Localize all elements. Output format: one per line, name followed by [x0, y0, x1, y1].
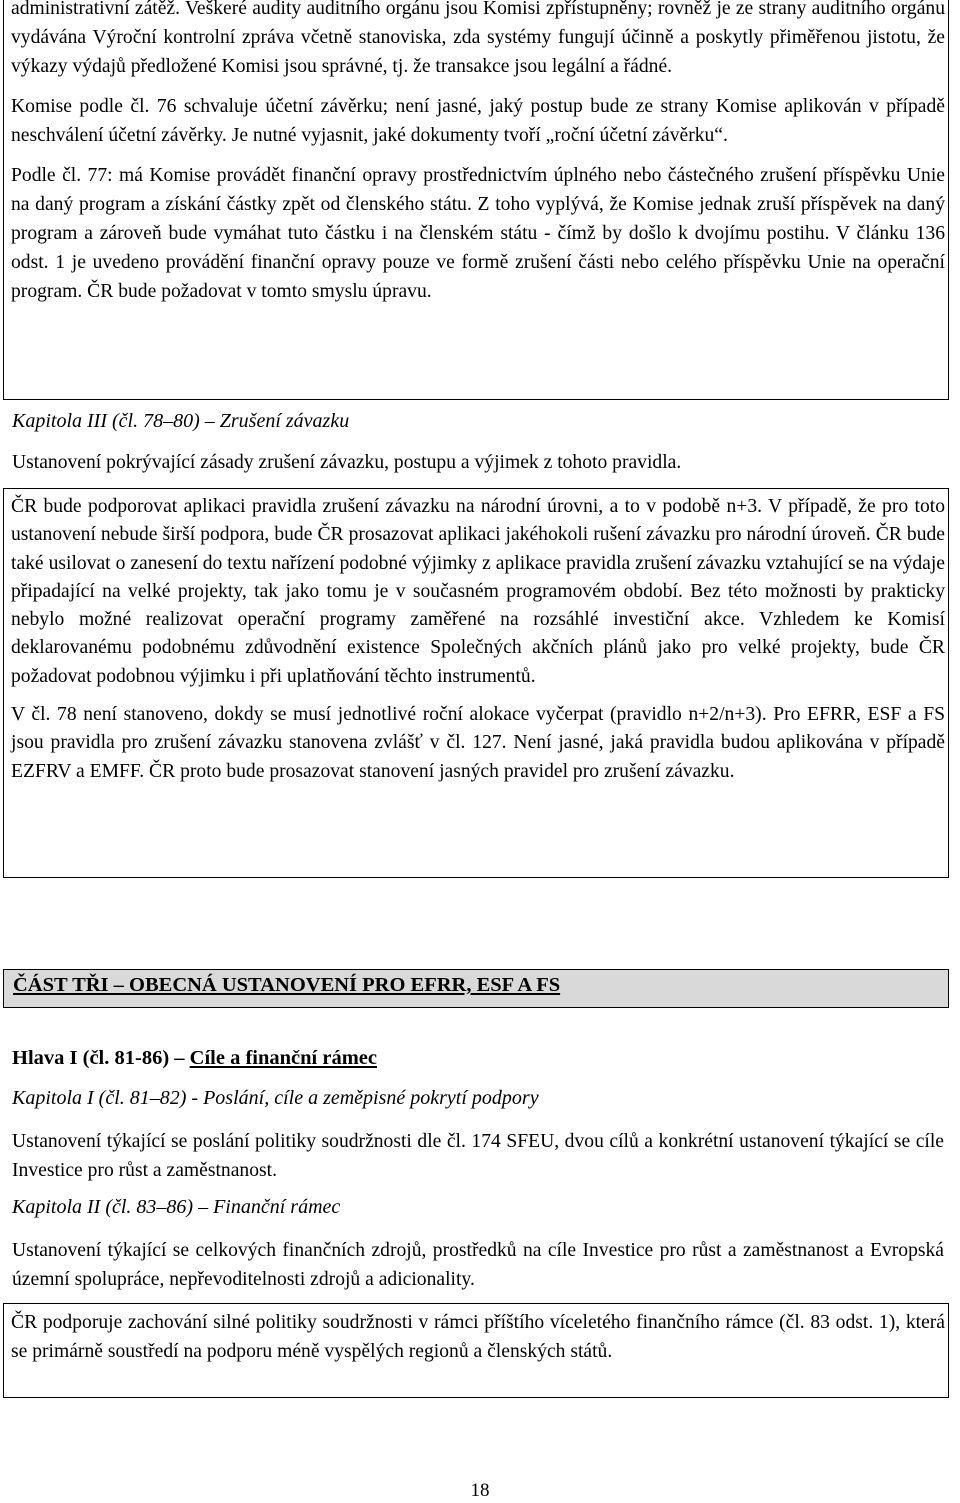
chapter-heading-kapitola-iii: [12, 410, 349, 433]
paragraph: Podle čl. 77: má Komise provádět finanční opravy prostřednictvím úplného nebo částečného zrušení příspěvku Unie na daný program a získání částky zpět od členského státu. Z toho vyplývá, že Komise jednak zruší příspěvek na daný program a zároveň bude vymáhat tuto částku i na členském státu - čímž by došlo k dvojímu postihu. V článku 136 odst. 1 je uvedeno provádění finanční opravy pouze ve formě zrušení části nebo celého příspěvku Unie na operační program. ČR bude požadovat v tomto smyslu úpravu.: [11, 165, 945, 302]
comment-box-decommitment: [3, 488, 949, 878]
page-number: 18: [470, 1480, 490, 1501]
chapter-prefix: Kapitola II (čl. 83–86) –: [12, 1196, 214, 1218]
chapter-heading-kapitola-i: Kapitola I (čl. 81–82) - Poslání, cíle a zeměpisné pokrytí podpory: [12, 1087, 539, 1109]
paragraph: ČR bude podporovat aplikaci pravidla zrušení závazku na národní úrovni, a to v podobě n+3. V případě, že pro toto ustanovení nebude širší podpora, bude ČR prosazovat aplikaci jakéhokoli rušení závazku pro národní úroveň. ČR bude také usilovat o zanesení do textu nařízení podobné výjimky z aplikace pravidla zrušení závazku vztahující se na výdaje připadající na velké projekty, tak jako tomu je v současném programovém období. Bez této možnosti by prakticky nebylo možné realizovat operační programy zaměřené na rozsáhlé investiční akce. Vzhledem ke Komisí deklarovanému podobnému zdůvodnění existence Společných akčních plánů jako pro velké projekty, bude ČR požadovat podobnou výjimku i při uplatňování těchto instrumentů.: [11, 496, 945, 687]
comment-box-cohesion: [3, 1303, 949, 1398]
part-heading-text: ČÁST TŘI – OBECNÁ USTANOVENÍ PRO EFRR, ESF A FS: [13, 974, 561, 996]
paragraph: ČR podporuje zachování silné politiky soudržnosti v rámci příštího víceletého finančního rámce (čl. 83 odst. 1), která se primárně soustředí na podporu méně vyspělých regionů a členských států.: [11, 1312, 945, 1362]
title-heading: [12, 1047, 377, 1070]
chapter-description: Ustanovení týkající se poslání politiky soudržnosti dle čl. 174 SFEU, dvou cílů a konkrétní ustanovení týkající se cíle Investice pro růst a zaměstnanost.: [12, 1131, 944, 1181]
comment-box-audit: [3, 0, 949, 400]
paragraph: administrativní zátěž. Veškeré audity auditního orgánu jsou Komisi zpřístupněny; rovněž je ze strany auditního orgánu vydávána Výroční kontrolní zpráva včetně stanoviska, zda systémy fungují účinně a poskytly přiměřenou jistotu, že výkazy výdajů předložené Komisi jsou správné, tj. že transakce jsou legální a řádné.: [11, 0, 945, 77]
chapter-heading-kapitola-ii: [12, 1196, 340, 1219]
paragraph: V čl. 78 není stanoveno, dokdy se musí jednotlivé roční alokace vyčerpat (pravidlo n+2/n+3). Pro EFRR, ESF a FS jsou pravidla pro zrušení závazku stanovena zvlášť v čl. 127. Není jasné, jaká pravidla budou aplikována v případě EZFRV a EMFF. ČR proto bude prosazovat stanovení jasných pravidel pro zrušení závazku.: [11, 704, 945, 782]
paragraph: Komise podle čl. 76 schvaluje účetní závěrku; není jasné, jaký postup bude ze strany Komise aplikován v případě neschválení účetní závěrky. Je nutné vyjasnit, jaké dokumenty tvoří „roční účetní závěrku“.: [11, 96, 945, 146]
title-prefix: Hlava I (čl. 81-86) –: [12, 1047, 190, 1069]
chapter-prefix: Kapitola III (čl. 78–80) –: [12, 410, 220, 432]
chapter-description: Ustanovení týkající se celkových finančních zdrojů, prostředků na cíle Investice pro růst a zaměstnanost a Evropská územní spolupráce, nepřevoditelnosti zdrojů a adicionality.: [12, 1240, 944, 1290]
title-main: Cíle a finanční rámec: [189, 1047, 377, 1069]
chapter-description: Ustanovení pokrývající zásady zrušení závazku, postupu a výjimek z tohoto pravidla.: [12, 452, 682, 473]
part-heading: [3, 969, 949, 1008]
chapter-title: Zrušení závazku: [219, 410, 350, 432]
chapter-title: Finanční rámec: [213, 1196, 341, 1218]
